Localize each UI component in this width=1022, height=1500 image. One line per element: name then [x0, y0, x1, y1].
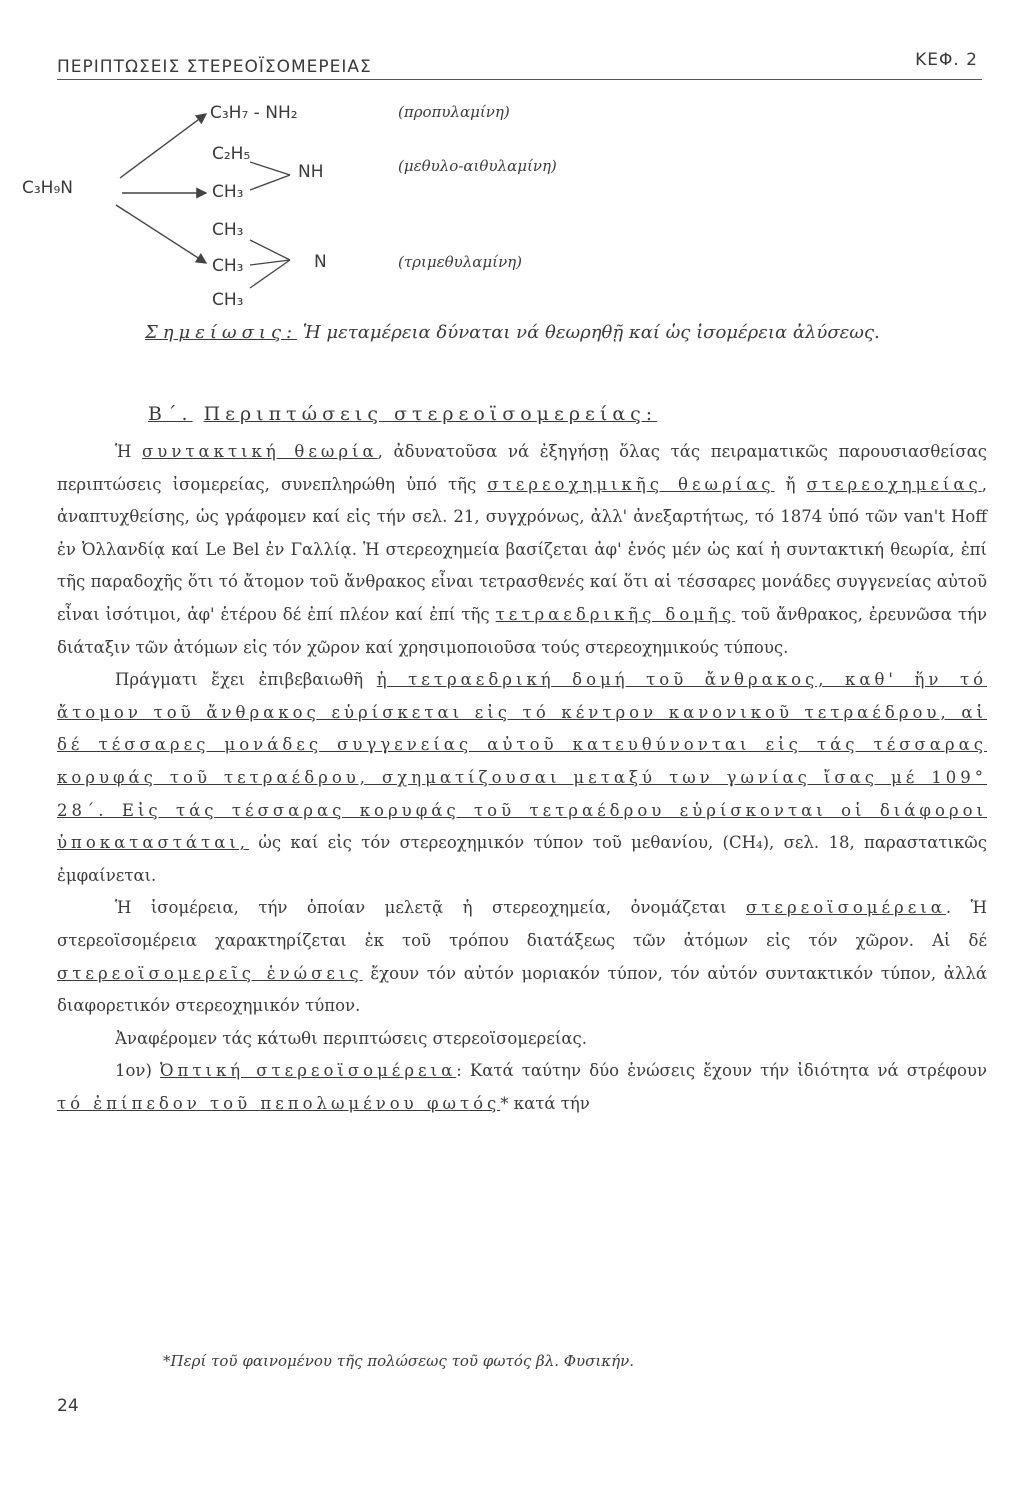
propylamine-formula: C₃H₇ - NH₂ [210, 103, 298, 123]
footnote: *Περί τοῦ φαινομένου τῆς πολώσεως τοῦ φωτός βλ. Φυσικήν. [163, 1352, 634, 1370]
term-stereochemistry: στερεοχημείας [806, 474, 982, 494]
methyl-group-3: CH₃ [212, 290, 244, 310]
term-tetrahedral-structure: τετραεδρικῆς δομῆς [495, 604, 736, 624]
nh-group: NH [298, 162, 324, 182]
term-optical-stereoisomerism: Ὀπτική στερεοϊσομέρεια [160, 1061, 457, 1081]
term-plane-of-polarized-light: τό ἐπίπεδον τοῦ πεπολωμένου φωτός [57, 1093, 501, 1113]
paragraph-5-text-a: : Κατά ταύτην δύο ἑνώσεις ἔχουν τήν ἰδιότητα νά στρέφουν [456, 1061, 987, 1081]
chapter-label: ΚΕΦ. 2 [915, 50, 978, 70]
body-text [57, 436, 987, 1120]
paragraph-1-text-c: , ἀναπτυχθείσης, ὡς γράφομεν καί εἰς τήν σελ. 21, συγχρόνως, ἀλλ' ἀνεξαρτήτως, τό 1874 ὑπό τῶν van't Hoff ἐν Ὀλλανδίᾳ καί Le Bel ἐν Γαλλίᾳ. Ἡ στερεοχημεία βασίζεται ἀφ' ἑνός μέν ὡς καί ἡ συντακτική θεωρία, ἐπί τῆς παραδοχῆς ὅτι τό ἄτομον τοῦ ἄνθρακος εἶναι τετρασθενές καί ὅτι αἱ τέσσαρες μονάδες συγγενείας αὐτοῦ εἶναι ἰσότιμοι, ἀφ' ἑτέρου δέ ἐπί πλέον καί ἐπί τῆς [57, 474, 987, 624]
paragraph-1-text-a: , ἀδυνατοῦσα νά ἐξηγήσῃ ὅλας τάς πειραματικῶς παρουσιασθείσας περιπτώσεις ἰσομερείας, συνεπληρώθη ὑπό τῆς [57, 442, 987, 494]
list-marker-1: 1ον) [115, 1061, 161, 1081]
trimethylamine-name: (τριμεθυλαμίνη) [398, 253, 523, 271]
term-syntactic-theory: συντακτική θεωρία [142, 442, 378, 461]
note-label: Σημείωσις: [145, 322, 298, 343]
n-group: N [314, 252, 327, 272]
note [145, 322, 880, 343]
paragraph-2-text-b: ὡς καί εἰς τόν στερεοχημικόν τύπον τοῦ μεθανίου, (CH₄), σελ. 18, παραστατικῶς ἐμφαίνεται. [57, 833, 987, 885]
paragraph-1-text-b: ἤ [774, 474, 807, 494]
paragraph-2 [57, 664, 987, 892]
term-stereoisomeric-compounds: στερεοϊσομερεῖς ἑνώσεις [57, 963, 363, 983]
bond-branch3-middle [250, 260, 290, 265]
section-heading [148, 403, 657, 425]
paragraph-3-text-b: . Ἡ στερεοϊσομέρεια χαρακτηρίζεται ἐκ τοῦ τρόπου διατάξεως τῶν ἀτόμων εἰς τόν χῶρον. Αἱ δέ [57, 898, 987, 950]
source-formula: C₃H₉N [22, 178, 73, 198]
paragraph-2-text-a: Πράγματι ἔχει ἐπιβεβαιωθῆ [115, 670, 377, 690]
paragraph-1: Ἡ συντακτική θεωρία, ἀδυνατοῦσα νά ἐξηγήσῃ ὅλας τάς πειραματικῶς παρουσιασθείσας περιπτώσεις ἰσομερείας, συνεπληρώθη ὑπό τῆς στερεοχημικῆς θεωρίας ἤ στερεοχημείας, ἀναπτυχθείσης, ὡς γράφομεν καί εἰς τήν σελ. 21, συγχρόνως, ἀλλ' ἀνεξαρτήτως, τό 1874 ὑπό τῶν van't Hoff ἐν Ὀλλανδίᾳ καί Le Bel ἐν Γαλλίᾳ. Ἡ στερεοχημεία βασίζεται ἀφ' ἑνός μέν ὡς καί ἡ συντακτική θεωρία, ἐπί τῆς παραδοχῆς ὅτι τό ἄτομον τοῦ ἄνθρακος εἶναι τετρασθενές καί ὅτι αἱ τέσσαρες μονάδες συγγενείας αὐτοῦ εἶναι ἰσότιμοι, ἀφ' ἑτέρου δέ ἐπί πλέον καί ἐπί τῆς τετραεδρικῆς δομῆς τοῦ ἄνθρακος, ἐρευνῶσα τήν διάταξιν τῶν ἀτόμων εἰς τόν χῶρον καί χρησιμοποιοῦσα τούς στερεοχημικούς τύπους. [57, 442, 987, 657]
paragraph-4: Ἀναφέρομεν τάς κάτωθι περιπτώσεις στερεοϊσομερείας. [115, 1028, 587, 1048]
term-stereoisomerism: στερεοϊσομέρεια [746, 898, 946, 918]
bond-branch3-upper [250, 240, 290, 260]
ethyl-group: C₂H₅ [212, 144, 251, 164]
paragraph-3-text-c: ἔχουν τόν αὐτόν μοριακόν τύπον, τόν αὐτόν συντακτικόν τύπον, ἀλλά διαφορετικόν στερεοχημικόν τύπον. [57, 963, 988, 1016]
section-title: Περιπτώσεις στερεοϊσομερείας: [203, 403, 658, 425]
paragraph-1-text-d: τοῦ ἄνθρακος, ἐρευνῶσα τήν διάταξιν τῶν ἀτόμων εἰς τόν χῶρον καί χρησιμοποιοῦσα τούς στερεοχημικούς τύπους. [57, 604, 987, 657]
header-rule [57, 79, 982, 80]
methylethylamine-name: (μεθυλο-αιθυλαμίνη) [398, 157, 557, 175]
note-text: Ἡ μεταμέρεια δύναται νά θεωρηθῇ καί ὡς ἰσομέρεια ἀλύσεως. [302, 322, 880, 343]
paragraph-3 [57, 892, 987, 1022]
arrow-to-propylamine [120, 114, 206, 178]
methyl-group: CH₃ [212, 182, 244, 202]
term-tetrahedral-description: ἡ τετραεδρική δομή τοῦ ἄνθρακος, καθ' ἥν τό ἄτομον τοῦ ἄνθρακος εὑρίσκεται εἰς τό κέντρον κανονικοῦ τετραέδρου, αἱ δέ τέσσαρες μονάδες συγγενείας αὐτοῦ κατευθύνονται εἰς τάς τέσσαρας κορυφάς τοῦ τετραέδρου, σχηματίζουσαι μεταξύ των γωνίας ἴσας μέ 109° 28΄. Εἰς τάς τέσσαρας κορυφάς τοῦ τετραέδρου εὑρίσκονται οἱ διάφοροι ὑποκαταστάται, [57, 670, 988, 853]
running-header-title: ΠΕΡΙΠΤΩΣΕΙΣ ΣΤΕΡΕΟΪΣΟΜΕΡΕΙΑΣ [57, 57, 372, 77]
arrow-to-trimethylamine [116, 205, 206, 263]
methyl-group-1: CH₃ [212, 220, 244, 240]
page-number: 24 [57, 1396, 79, 1416]
methyl-group-2: CH₃ [212, 256, 244, 276]
paragraph-5-text-b: * κατά τήν [500, 1093, 590, 1113]
propylamine-name: (προπυλαμίνη) [398, 103, 510, 121]
section-letter: Β΄. [148, 403, 193, 425]
bond-branch2-lower [250, 175, 290, 190]
term-stereochemical-theory: στερεοχημικῆς θεωρίας [487, 474, 775, 494]
bond-branch3-lower [250, 260, 290, 288]
bond-branch2-upper [250, 162, 290, 175]
paragraph-5 [57, 1055, 987, 1120]
paragraph-3-text-a: Ἡ ἰσομέρεια, τήν ὁποίαν μελετᾷ ἡ στερεοχημεία, ὀνομάζεται [115, 898, 746, 918]
